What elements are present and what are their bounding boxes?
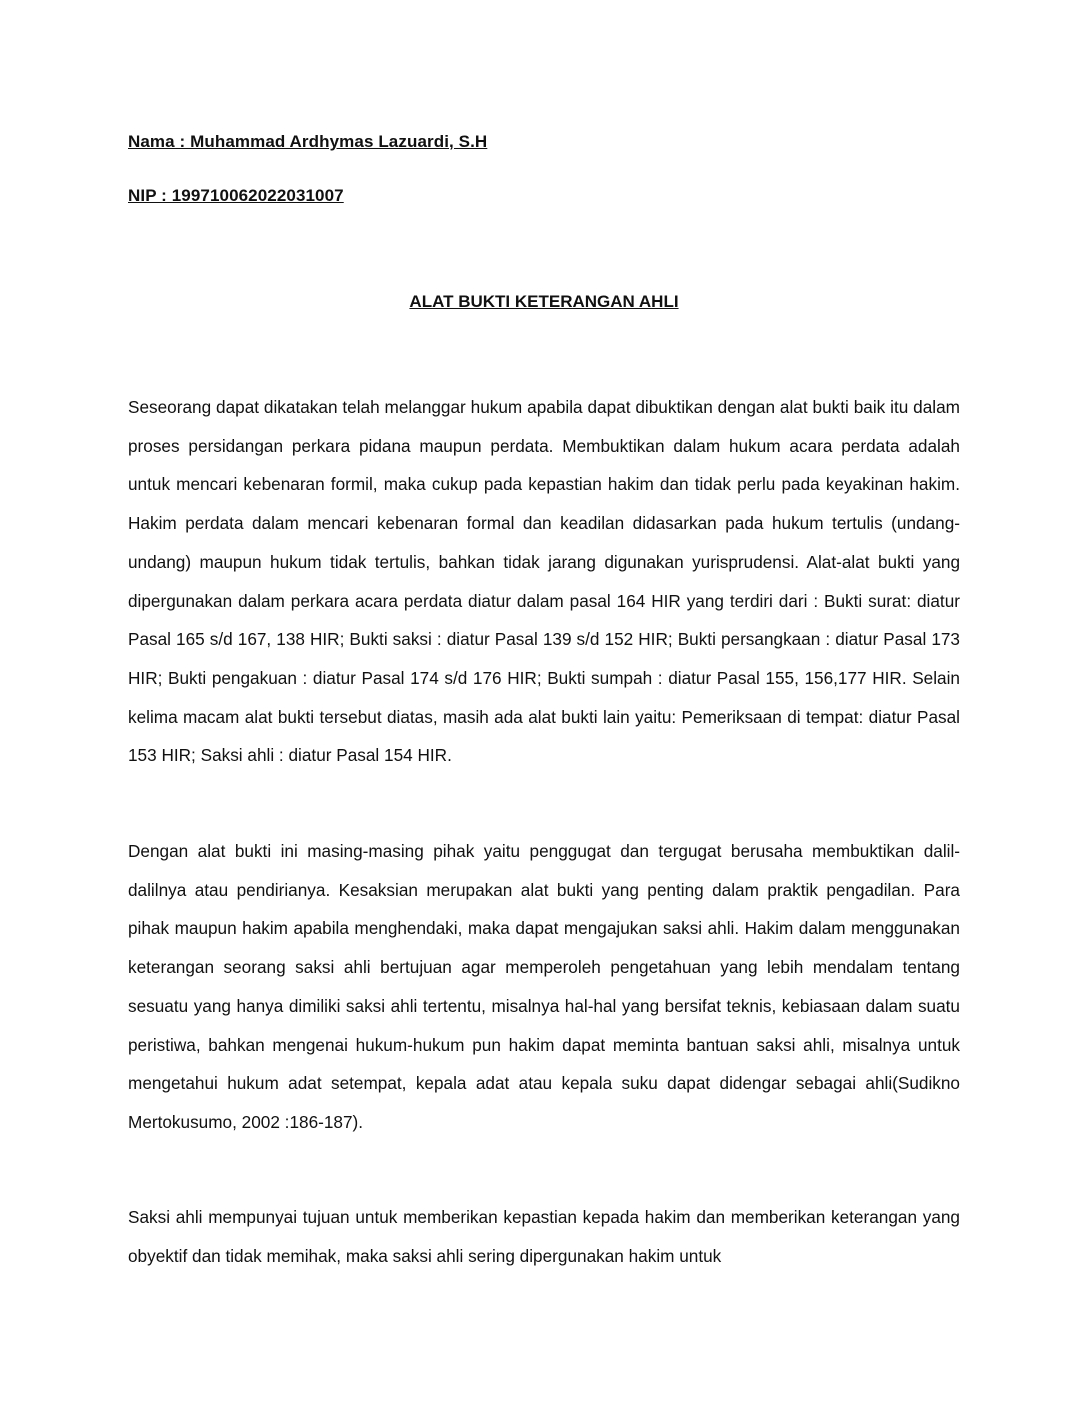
author-nip: NIP : 199710062022031007 bbox=[128, 186, 344, 205]
body-paragraph-1: Seseorang dapat dikatakan telah melanggar hukum apabila dapat dibuktikan dengan alat bukti baik itu dalam proses persidangan perkara pidana maupun perdata. Membuktikan dalam hukum acara perdata adalah untuk mencari kebenaran formil, maka cukup pada kepastian hakim dan tidak perlu pada keyakinan hakim. Hakim perdata dalam mencari kebenaran formal dan keadilan didasarkan pada hukum tertulis (undang-undang) maupun hukum tidak tertulis, bahkan tidak jarang digunakan yurisprudensi. Alat-alat bukti yang dipergunakan dalam perkara acara perdata diatur dalam pasal 164 HIR yang terdiri dari : Bukti surat: diatur Pasal 165 s/d 167, 138 HIR; Bukti saksi : diatur Pasal 139 s/d 152 HIR; Bukti persangkaan : diatur Pasal 173 HIR; Bukti pengakuan : diatur Pasal 174 s/d 176 HIR; Bukti sumpah : diatur Pasal 155, 156,177 HIR. Selain kelima macam alat bukti tersebut diatas, masih ada alat bukti lain yaitu: Pemeriksaan di tempat: diatur Pasal 153 HIR; Saksi ahli : diatur Pasal 154 HIR. bbox=[128, 397, 960, 766]
body-paragraph-3: Saksi ahli mempunyai tujuan untuk memberikan kepastian kepada hakim dan memberikan keterangan yang obyektif dan tidak memihak, maka saksi ahli sering dipergunakan hakim untuk bbox=[128, 1207, 960, 1266]
body-paragraph-2: Dengan alat bukti ini masing-masing pihak yaitu penggugat dan tergugat berusaha membuktikan dalil-dalilnya atau pendirianya. Kesaksian merupakan alat bukti yang penting dalam praktik pengadilan. Para pihak maupun hakim apabila menghendaki, maka dapat mengajukan saksi ahli. Hakim dalam menggunakan keterangan seorang saksi ahli bertujuan agar memperoleh pengetahuan yang lebih mendalam tentang sesuatu yang hanya dimiliki saksi ahli tertentu, misalnya hal-hal yang bersifat teknis, kebiasaan dalam suatu peristiwa, bahkan mengenai hukum-hukum pun hakim dapat meminta bantuan saksi ahli, misalnya untuk mengetahui hukum adat setempat, kepala adat atau kepala suku dapat didengar sebagai ahli(Sudikno Mertokusumo, 2002 :186-187). bbox=[128, 841, 960, 1132]
document-title: ALAT BUKTI KETERANGAN AHLI bbox=[409, 292, 679, 311]
author-name: Nama : Muhammad Ardhymas Lazuardi, S.H bbox=[128, 132, 488, 151]
